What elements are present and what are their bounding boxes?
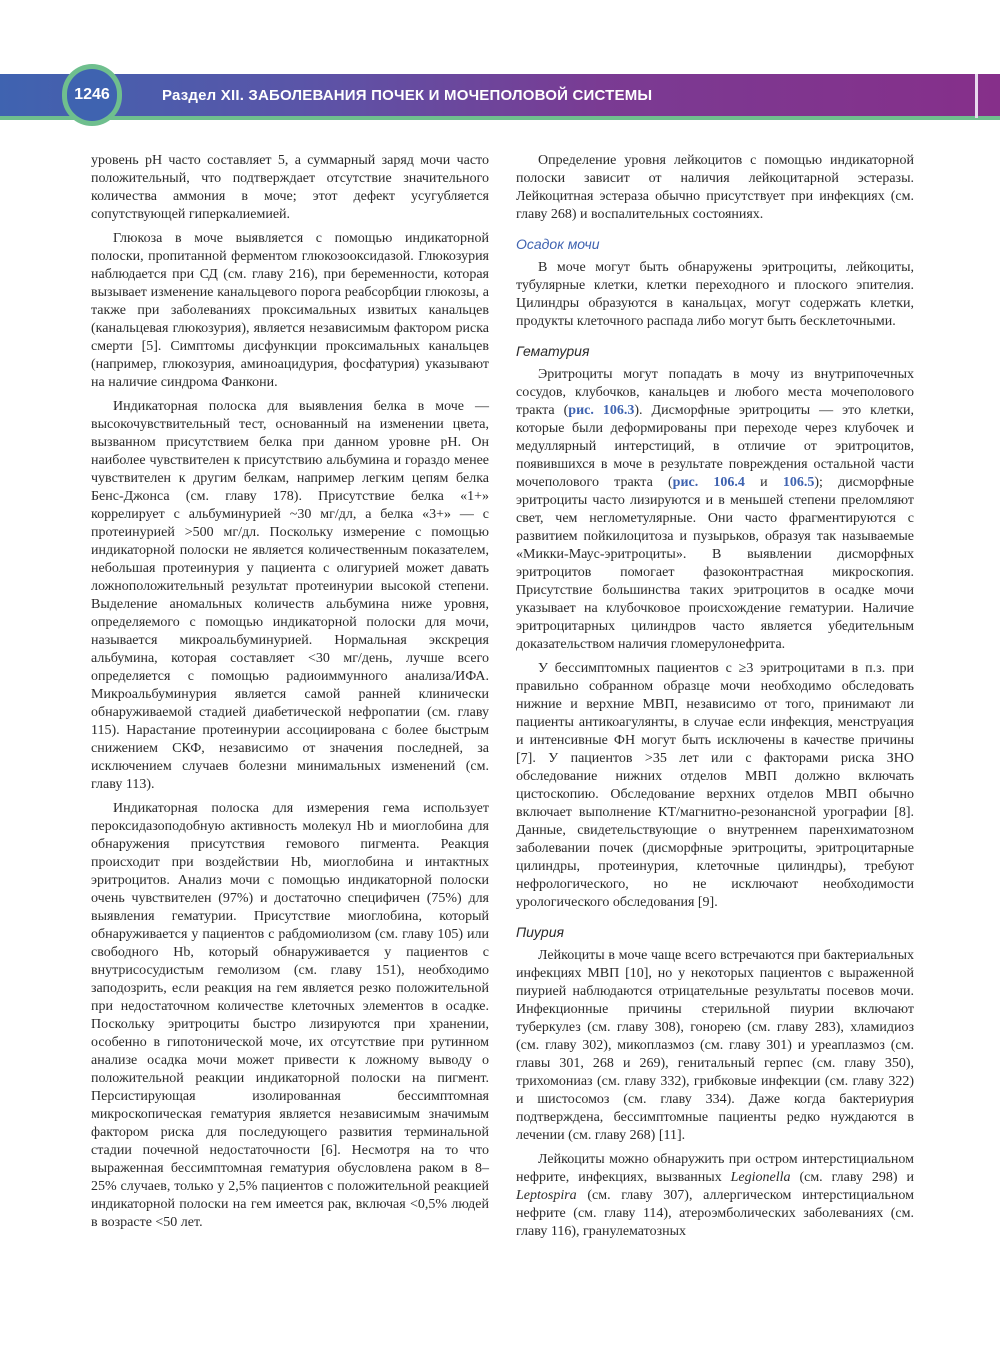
italic-term: Legionella xyxy=(730,1170,791,1185)
section-title: Раздел XII. ЗАБОЛЕВАНИЯ ПОЧЕК И МОЧЕПОЛОВОЙ СИСТЕМЫ xyxy=(162,87,653,104)
paragraph xyxy=(516,1151,914,1241)
figure-link[interactable]: рис. 106.3 xyxy=(568,403,635,418)
text-run: ); дисморфные эритроциты часто лизируются и в меньшей степени преломляют свет, чем неглометулярные. Они часто фрагментируются с развитием пойкилоцитоза и пузырьков, образуя так называемые «Микки-Маус-эритроциты». В выявлении дисморфных эритроцитов помогает фазоконтрастная микроскопия. Присутствие большинства таких эритроцитов в осадке мочи указывает на клубочковое происхождение гематурии. Наличие эритроцитарных цилиндров часто является убедительным доказательством наличия гломерулонефрита. xyxy=(516,475,914,652)
left-column xyxy=(91,152,489,1232)
paragraph: Определение уровня лейкоцитов с помощью индикаторной полоски зависит от наличия лейкоцитарной эстеразы. Лейкоцитная эстераза обычно присутствует при инфекциях (см. главу 268) и воспалительных состояниях. xyxy=(516,153,914,222)
paragraph: В моче могут быть обнаружены эритроциты, лейкоциты, тубулярные клетки, клетки переходного и плоского эпителия. Цилиндры образуются в канальцах, могут содержать клетки, продукты клеточного распада либо могут быть бесклеточными. xyxy=(516,260,914,329)
paragraph: У бессимптомных пациентов с ≥3 эритроцитами в п.з. при правильно собранном образце мочи необходимо обследовать нижние и верхние МВП, независимо от того, принимают ли пациенты антикоагулянты, в случае если инфекция, менструация и интенсивные ФН могут быть исключены в качестве причины [7]. У пациентов >35 лет или с факторами риска ЗНО обследование нижних отделов МВП должно включать цистоскопию. Обследование верхних отделов МВП обычно включает выполнение КТ/магнитно-резонансной урографии [8]. Данные, свидетельствующие о внутреннем паренхиматозном заболевании почек (дисморфные эритроциты, эритроцитарные цилиндры, протеинурия, клеточные цилиндры), требуют нефрологического, но не исключают необходимости урологического обследования [9]. xyxy=(516,661,914,910)
page-number: 1246 xyxy=(67,69,117,121)
paragraph: Лейкоциты в моче чаще всего встречаются при бактериальных инфекциях МВП [10], но у некоторых пациентов с выраженной пиурией наблюдаются отрицательные результаты посевов мочи. Инфекционные причины стерильной пиурии включают туберкулез (см. главу 308), гонорею (см. главу 283), хламидиоз (см. главу 302), микоплазмоз (см. главу 301) и уреаплазмоз (см. главы 301, 268 и 269), генитальный герпес (см. главу 350), трихомониаз (см. главу 332), грибковые инфекции (см. главу 322) и шистосомоз (см. главу 334). Даже когда бактериурия подтверждена, бессимптомные пациенты редко нуждаются в лечении (см. главу 268) [11]. xyxy=(516,948,914,1143)
text-run: (см. главу 298) и xyxy=(790,1170,914,1185)
paragraph: Индикаторная полоска для измерения гема использует пероксидазоподобную активность молекул Hb и миоглобина для обнаружения присутствия гемового пигмента. Реакция происходит при воздействии Hb, миоглобина и интактных эритроцитов. Анализ мочи с помощью индикаторной полоски очень чувствителен (97%) и достаточно специфичен (75%) для выявления гематурии. Присутствие миоглобина, который обнаруживается у пациентов с рабдомиолизом (см. главу 105) или свободного Hb, который обнаруживается у пациентов с внутрисосудистым гемолизом (см. главу 151), необходимо заподозрить, если реакция на гем является резко положительной при недостаточном количестве клеточных элементов в осадке. Поскольку эритроциты быстро лизируются при хранении, особенно в гипотонической моче, их отсутствие при рутинном анализе осадка мочи может привести к ложному выводу о положительной реакции индикаторной полоски на пигмент. Персистирующая изолированная бессимптомная микроскопическая гематурия является независимым значимым фактором риска для последующего развития терминальной стадии почечной недостаточности [6]. Несмотря на то что выраженная бессимптомная гематурия обусловлена раком в 8–25% случаев, только у 2,5% пациентов с положительной реакцией индикаторной полоски на гем имеется рак, включая <0,5% людей в возрасте <50 лет. xyxy=(91,801,489,1230)
paragraph: Глюкоза в моче выявляется с помощью индикаторной полоски, пропитанной ферментом глюкозооксидазой. Глюкозурия наблюдается при СД (см. главу 216), при беременности, которая вызывает изменение канальцевого порога реабсорбции глюкозы, а также при заболеваниях проксимальных извитых канальцев (канальцевая глюкозурия), является независимым фактором риска смерти [5]. Симптомы дисфункции проксимальных канальцев (например, глюкозурия, аминоацидурия, фосфатурия) указывают на наличие синдрома Фанкони. xyxy=(91,231,489,390)
page-number-badge xyxy=(62,64,122,126)
paragraph: уровень pH часто составляет 5, а суммарный заряд мочи часто положительный, что подтверждает отсутствие значительного количества аммония в моче; этот дефект усугубляется сопутствующей гиперкалиемией. xyxy=(91,153,489,222)
paragraph xyxy=(516,366,914,654)
figure-link[interactable]: рис. 106.4 xyxy=(672,475,745,490)
figure-link[interactable]: 106.5 xyxy=(782,475,815,490)
text-run: Эритроциты могут попадать в мочу из внутрипочечных сосудов, клубочков, канальцев и любого места мочеполового тракта ( xyxy=(516,367,914,418)
subheading-pyuria: Пиурия xyxy=(516,924,564,940)
text-run: (см. главу 307), аллергическом интерстициальном нефрите (см. главу 114), атероэмболических заболеваниях (см. главу 116), гранулематозных xyxy=(516,1188,914,1239)
paragraph: Индикаторная полоска для выявления белка в моче — высокочувствительный тест, основанный на изменении цвета, вызванном присутствием белка при данном уровне pH. Он наиболее чувствителен к присутствию альбумина и гораздо менее чувствителен к другим белкам, например легким цепям белка Бенс-Джонса (см. главу 178). Присутствие белка «1+» коррелирует с альбуминурией ~30 мг/дл, а белка «3+» — с протеинурией >500 мг/дл. Поскольку измерение с помощью индикаторной полоски не является количественным показателем, небольшая протеинурия у пациента с олигурией может давать ложноположительный результат протеинурии высокой степени. Выделение аномальных количеств альбумина ниже уровня, определяемого с помощью индикаторной полоски для мочи, называется микроальбуминурией. Нормальная экскреция альбумина, которая составляет <30 мг/день, лучше всего определяется с помощью радиоиммунного анализа/ИФА. Микроальбуминурия является самой ранней клинически обнаруживаемой стадией диабетической нефропатии (см. главу 115). Нарастание протеинурии ассоциирована с более быстрым снижением СКФ, независимо от значения последней, за исключением случаев болезни минимальных изменений (см. главу 113). xyxy=(91,399,489,792)
subheading-hematuria: Гематурия xyxy=(516,343,590,359)
text-run: Лейкоциты можно обнаружить при остром интерстициальном нефрите, инфекциях, вызванных xyxy=(516,1152,914,1185)
subheading-urine-sediment: Осадок мочи xyxy=(516,236,600,252)
text-run: и xyxy=(744,475,783,490)
text-run: ). Дисморфные эритроциты — это клетки, которые были деформированы при переходе через клубочек и медуллярный интерстиций, в отличие от эритроцитов, появившихся в моче в результате повреждения остальной части мочеполового тракта ( xyxy=(516,403,914,490)
right-column xyxy=(516,152,914,1241)
header-edge-mark xyxy=(975,74,978,118)
italic-term: Leptospira xyxy=(516,1188,577,1203)
